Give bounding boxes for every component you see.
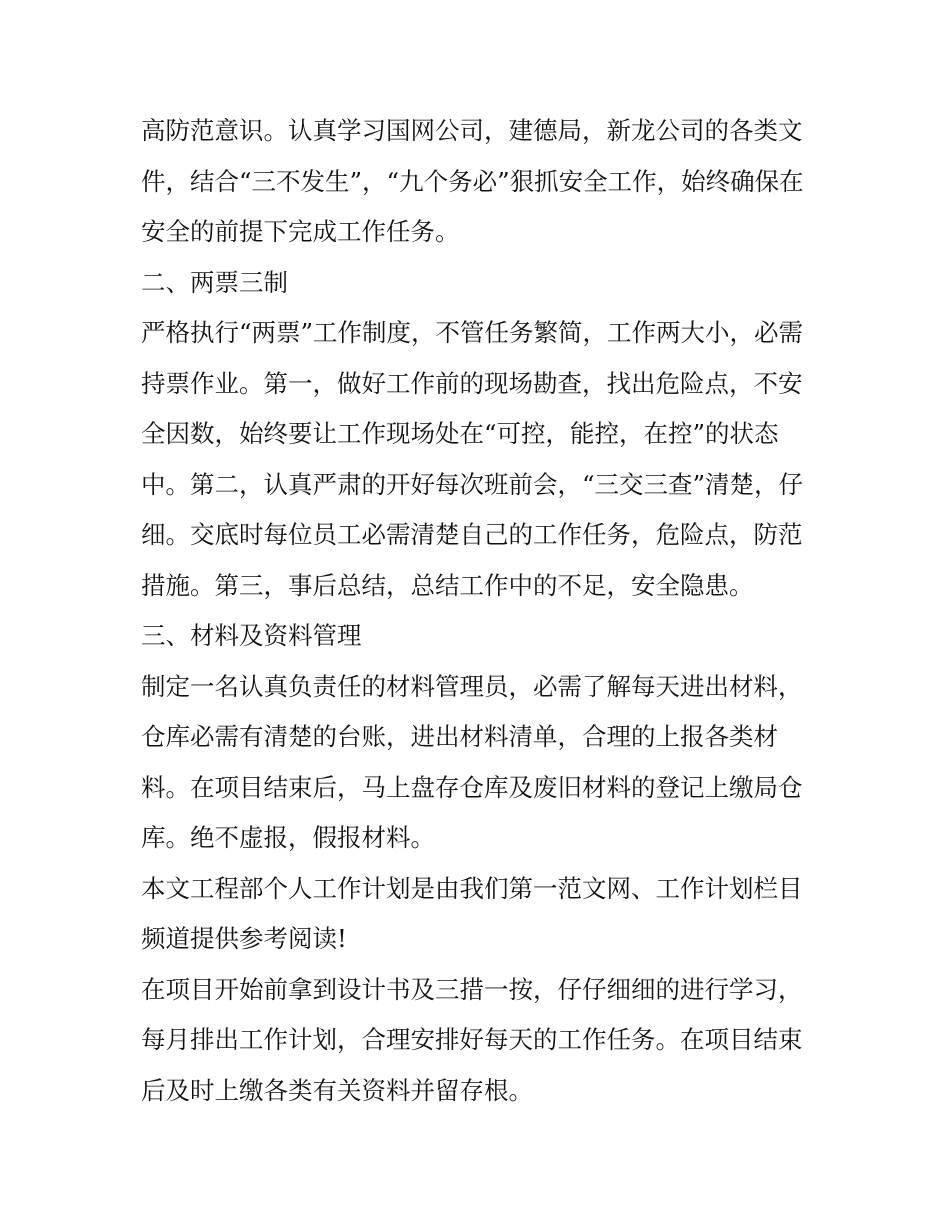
text-line: 频道提供参考阅读!: [141, 924, 347, 953]
text-line: 严格执行“两票”工作制度，不管任务繁简，工作两大小，必需: [141, 318, 804, 347]
text-line: 每月排出工作计划，合理安排好每天的工作任务。在项目结束: [141, 1025, 803, 1054]
text-line: 仓库必需有清楚的台账，进出材料清单，合理的上报各类材: [141, 722, 778, 751]
text-line: 细。交底时每位员工必需清楚自己的工作任务，危险点，防范: [141, 520, 803, 549]
text-line: 制定一名认真负责任的材料管理员，必需了解每天进出材料，: [141, 671, 803, 701]
text-line: 库。绝不虚报，假报材料。: [141, 823, 435, 852]
text-line: 措施。第三，事后总结，总结工作中的不足，安全隐患。: [141, 570, 754, 600]
text-line: 高防范意识。认真学习国网公司，建德局，新龙公司的各类文: [141, 116, 803, 145]
text-line: 中。第二，认真严肃的开好每次班前会，“三交三查”清楚，仔: [141, 469, 804, 499]
section-heading-two-tickets: 二、两票三制: [141, 267, 288, 297]
text-line: 本文工程部个人工作计划是由我们第一范文网、工作计划栏目: [141, 873, 803, 903]
text-line: 料。在项目结束后，马上盘存仓库及废旧材料的登记上缴局仓: [141, 772, 803, 802]
text-line: 安全的前提下完成工作任务。: [141, 217, 460, 246]
text-line: 后及时上缴各类有关资料并留存根。: [141, 1075, 533, 1105]
document-body: [141, 106, 813, 1116]
section-heading-materials: 三、材料及资料管理: [141, 621, 362, 650]
text-line: 全因数，始终要让工作现场处在“可控，能控，在控”的状态: [141, 419, 779, 448]
text-line: 持票作业。第一，做好工作前的现场勘查，找出危险点，不安: [141, 368, 803, 398]
text-line: 件，结合“三不发生”，“九个务必”狠抓安全工作，始终确保在: [141, 166, 804, 196]
text-line: 在项目开始前拿到设计书及三措一按，仔仔细细的进行学习，: [141, 974, 803, 1004]
